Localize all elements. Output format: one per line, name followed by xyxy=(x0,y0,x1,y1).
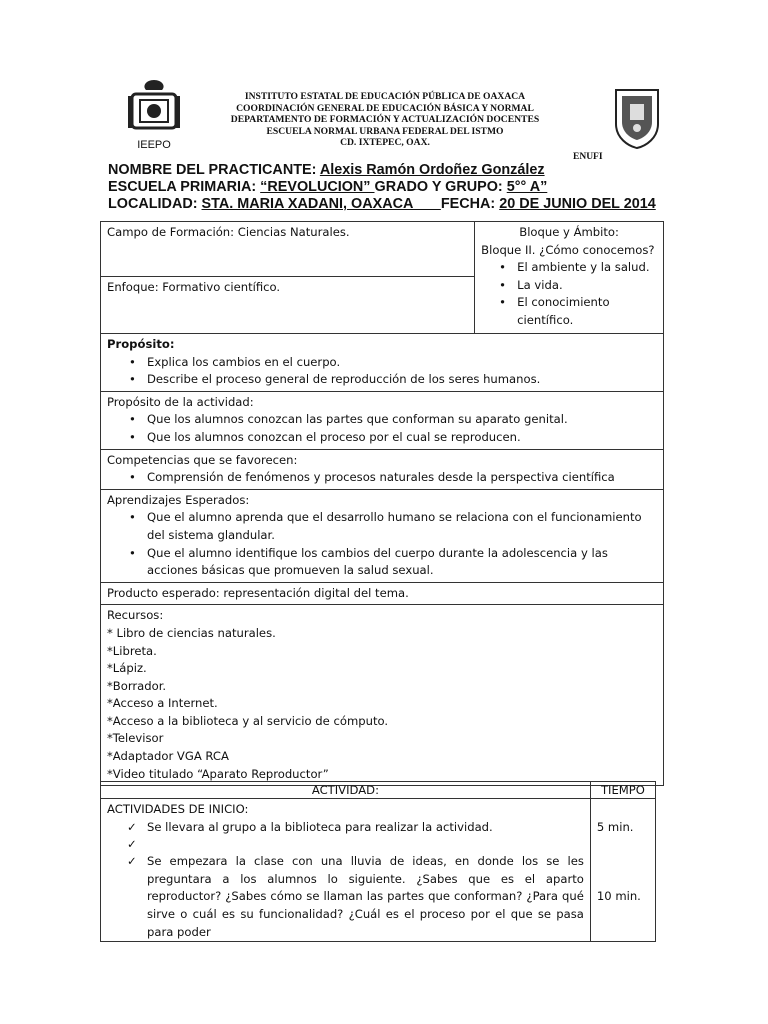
list-item: • El ambiente y la salud. xyxy=(517,259,657,277)
proposito-actividad-cell xyxy=(101,391,664,449)
spacer xyxy=(147,836,584,853)
fecha-value: 20 DE JUNIO DEL 2014 xyxy=(499,196,656,212)
col-tiempo-header: TIEMPO xyxy=(590,782,655,799)
recurso-item: *Adaptador VGA RCA xyxy=(107,749,229,764)
recurso-item: *Lápiz. xyxy=(107,661,147,676)
header-line: INSTITUTO ESTATAL DE EDUCACIÓN PÚBLICA DE OAXACA xyxy=(244,91,526,102)
proposito-list xyxy=(107,354,657,389)
list-item: • Explica los cambios en el cuerpo. xyxy=(147,354,657,372)
col-actividad-header: ACTIVIDAD: xyxy=(101,782,591,799)
proposito-title: Propósito: xyxy=(107,337,175,351)
activities-table xyxy=(100,781,656,942)
plan-table xyxy=(100,221,664,786)
tiempo-value: 10 min. xyxy=(596,889,641,904)
recurso-item: *Borrador. xyxy=(107,678,167,693)
fecha-label: FECHA: xyxy=(440,196,500,212)
recurso-item: *Acceso a Internet. xyxy=(107,696,218,711)
competencias-cell xyxy=(101,449,664,489)
ieepo-logo-text: IEEPO xyxy=(137,139,171,151)
proposito-actividad-title: Propósito de la actividad: xyxy=(107,394,254,409)
header-line: COORDINACIÓN GENERAL DE EDUCACIÓN BÁSICA Y NORMAL xyxy=(236,102,534,114)
actividades-inicio-cell xyxy=(101,799,591,942)
tiempo-cell xyxy=(590,799,655,942)
list-item: • Que el alumno identifique los cambios del cuerpo durante la adolescencia y las acciones básicas que promueven la salud sexual. xyxy=(147,545,657,580)
enufi-label: ENUFI xyxy=(573,152,603,162)
recurso-item: *Televisor xyxy=(107,731,164,746)
aprendizajes-list xyxy=(107,509,657,579)
enfoque-cell: Enfoque: Formativo científico. xyxy=(101,277,475,334)
list-item: ✓ Se llevara al grupo a la biblioteca para realizar la actividad. xyxy=(147,819,584,837)
competencias-title: Competencias que se favorecen: xyxy=(107,452,298,467)
header-line: ESCUELA NORMAL URBANA FEDERAL DEL ISTMO xyxy=(266,125,504,137)
localidad-value: STA. MARIA XADANI, OAXACA xyxy=(201,196,441,212)
escuela-label: ESCUELA PRIMARIA: xyxy=(108,179,261,195)
list-item: • Que los alumnos conozcan las partes que conforman su aparato genital. xyxy=(147,411,657,429)
grado-value: 5°° A” xyxy=(506,179,548,195)
practicante-label: NOMBRE DEL PRACTICANTE: xyxy=(108,162,320,178)
recurso-item: * Libro de ciencias naturales. xyxy=(107,625,276,640)
bloque-cell xyxy=(475,222,664,334)
localidad-line xyxy=(108,196,656,213)
aprendizajes-cell xyxy=(101,489,664,582)
escuela-value: “REVOLUCION” xyxy=(260,179,375,195)
recurso-item: *Libreta. xyxy=(107,643,157,658)
bloque-subtitle: Bloque II. ¿Cómo conocemos? xyxy=(481,242,655,257)
tiempo-value: 5 min. xyxy=(596,819,634,834)
list-item: • Que el alumno aprenda que el desarrollo humano se relaciona con el funcionamiento del sistema glandular. xyxy=(147,509,657,544)
recursos-title: Recursos: xyxy=(107,608,164,623)
aprendizajes-title: Aprendizajes Esperados: xyxy=(107,492,250,507)
campo-cell: Campo de Formación: Ciencias Naturales. xyxy=(101,222,475,277)
actividades-inicio-title: ACTIVIDADES DE INICIO: xyxy=(107,802,249,816)
recursos-cell xyxy=(101,605,664,786)
bloque-title: Bloque y Ámbito: xyxy=(519,225,619,239)
competencias-list xyxy=(107,469,657,487)
list-item: • El conocimiento científico. xyxy=(517,294,657,329)
bloque-list xyxy=(481,259,657,329)
proposito-cell xyxy=(101,334,664,392)
enufi-logo xyxy=(612,84,662,150)
institution-header xyxy=(200,91,570,149)
list-item: • Describe el proceso general de reproducción de los seres humanos. xyxy=(147,371,657,389)
list-item: • La vida. xyxy=(517,277,657,295)
grado-label: GRADO Y GRUPO: xyxy=(374,179,507,195)
proposito-actividad-list xyxy=(107,411,657,446)
ieepo-logo xyxy=(124,76,184,152)
practicante-line xyxy=(108,162,545,179)
list-item: • Comprensión de fenómenos y procesos naturales desde la perspectiva científica xyxy=(147,469,657,487)
header-line: DEPARTAMENTO DE FORMACIÓN Y ACTUALIZACIÓN DOCENTES xyxy=(230,114,540,126)
actividades-list xyxy=(107,819,584,942)
recurso-item: *Video titulado “Aparato Reproductor” xyxy=(107,766,329,781)
list-item: ✓ Se empezara la clase con una lluvia de ideas, en donde los se les preguntara a los alumnos lo siguiente. ¿Sabes que es el aparto reproductor? ¿Sabes cómo se llaman las partes que conforman? ¿Para qué sirve o cuál es su funcionalidad? ¿Cuál es el proceso por el que se pasa para poder xyxy=(147,853,584,941)
header-line: CD. IXTEPEC, OAX. xyxy=(340,137,430,149)
practicante-value: Alexis Ramón Ordoñez González xyxy=(319,162,545,178)
recurso-item: *Acceso a la biblioteca y al servicio de cómputo. xyxy=(107,713,389,728)
producto-cell: Producto esperado: representación digital del tema. xyxy=(101,582,664,605)
escuela-line xyxy=(108,179,547,196)
localidad-label: LOCALIDAD: xyxy=(108,196,202,212)
list-item: • Que los alumnos conozcan el proceso por el cual se reproducen. xyxy=(147,429,657,447)
